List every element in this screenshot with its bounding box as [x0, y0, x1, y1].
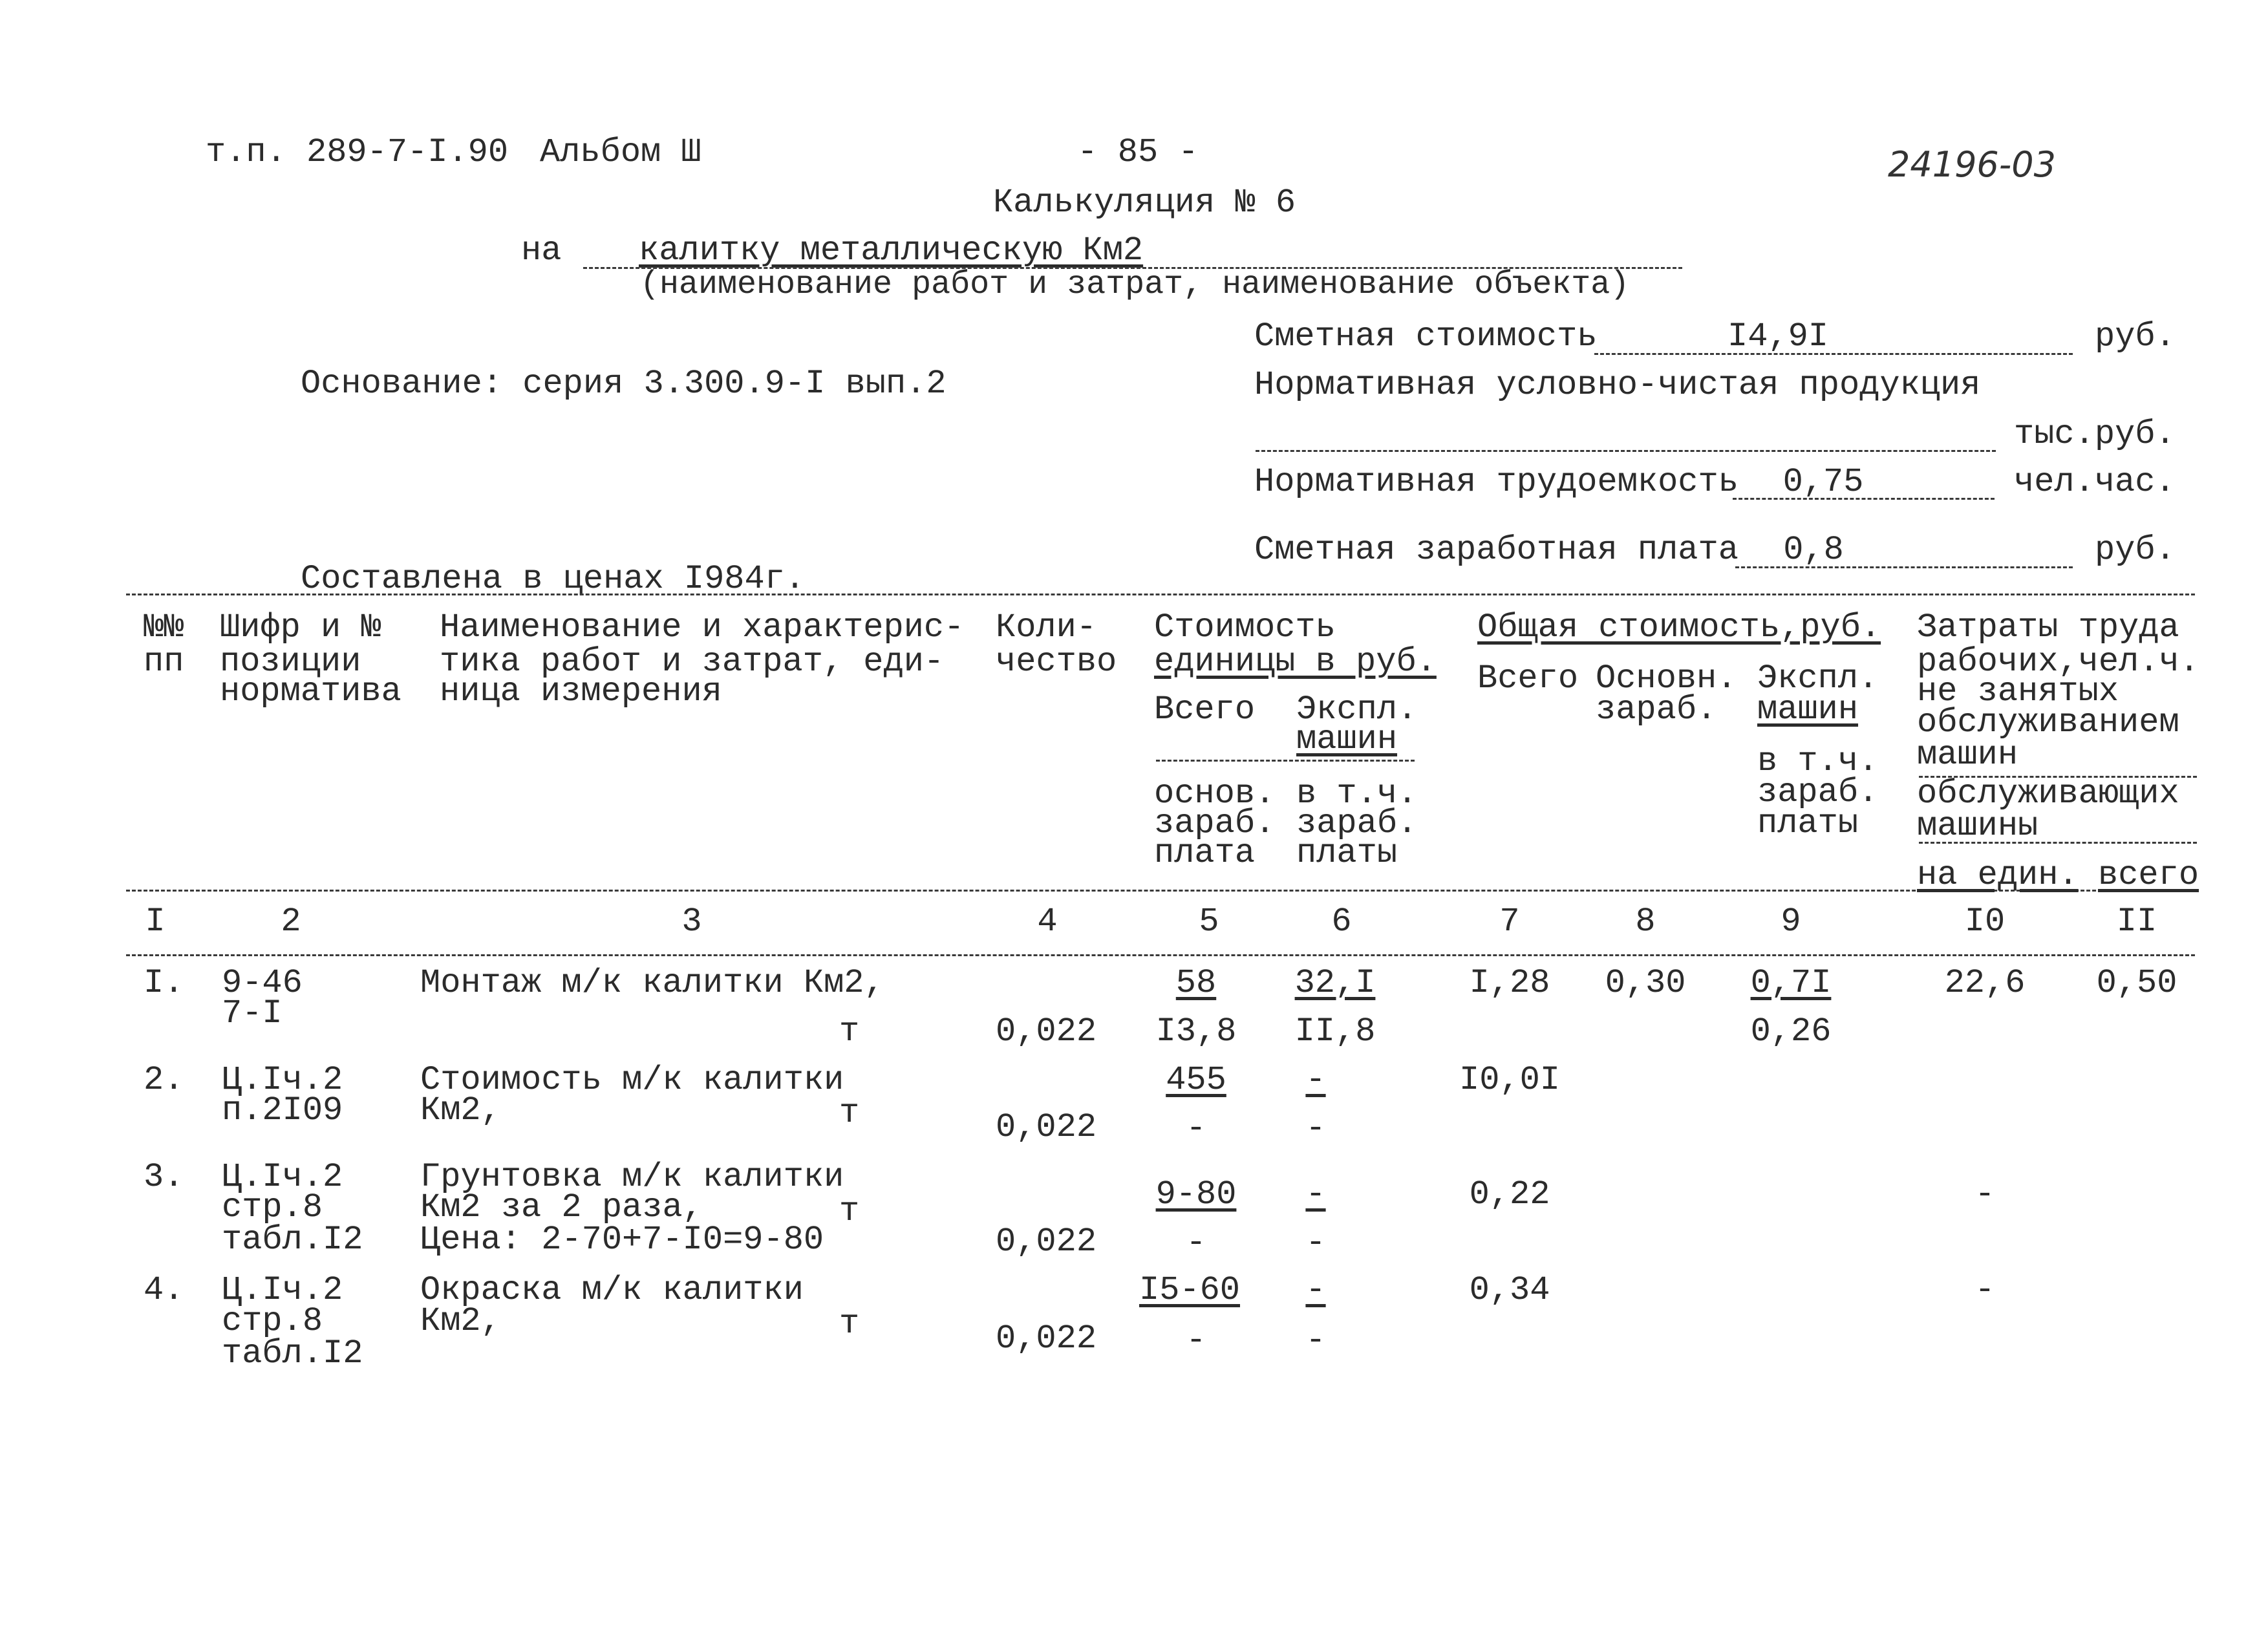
document-title: Калькуляция № 6 [992, 184, 1296, 222]
col-number-3: 3 [681, 903, 702, 941]
header-c6-top-line2: машин [1296, 720, 1398, 758]
header-c2-line3: норматива [220, 672, 401, 711]
header-labor-divider-2 [1919, 842, 2197, 844]
header-c5-top: Всего [1154, 690, 1256, 729]
row-1-total-machines-wage: 0,26 [1750, 1012, 1832, 1051]
header-labor-line4: обслуживанием [1917, 703, 2179, 742]
header-total-cost: Общая стоимость,руб. [1477, 608, 1881, 647]
row-1-labor-per-unit: 22,6 [1944, 964, 2026, 1002]
estimated-cost-unit: руб. [2095, 317, 2176, 356]
row-3-unit-machines-wage: - [1305, 1224, 1326, 1262]
header-c5-bottom-line2: зараб. [1154, 804, 1276, 842]
header-labor-sub-line2: машины [1917, 807, 2038, 845]
table-header-rule [126, 890, 2195, 892]
row-2-number: 2. [144, 1061, 184, 1099]
on-label: на [521, 231, 562, 270]
header-c1-line2: пп [144, 643, 184, 681]
header-c9-top-line1: Экспл. [1757, 659, 1879, 698]
normative-labor-unit: чел.час. [2014, 463, 2176, 501]
row-1-total-machines: 0,7I [1750, 964, 1832, 1002]
prices-basis-text: Составлена в ценах I984г. [301, 560, 806, 598]
header-c7: Всего [1477, 659, 1579, 698]
header-c5-c6-divider [1156, 760, 1415, 762]
row-3-code-line2: стр.8 [222, 1188, 323, 1226]
header-c10: на един. [1917, 856, 2079, 894]
header-unit-cost-sub: единицы в руб. [1154, 643, 1437, 681]
row-2-unit-total: 455 [1166, 1061, 1226, 1099]
row-4-name-line2: Км2, [420, 1302, 501, 1340]
header-c6-bottom-line2: зараб. [1296, 804, 1418, 842]
col-number-11: II [2116, 903, 2157, 941]
document-reference: т.п. 289-7-I.90 [206, 133, 509, 171]
header-c6-bottom-line1: в т.ч. [1296, 775, 1418, 813]
row-1-code-line2: 7-I [222, 994, 283, 1032]
header-c4-line2: чество [996, 643, 1117, 681]
row-1-quantity: 0,022 [996, 1012, 1097, 1051]
row-2-quantity: 0,022 [996, 1108, 1097, 1146]
header-c9-bottom-line2: зараб. [1757, 773, 1879, 811]
row-3-number: 3. [144, 1158, 184, 1196]
row-1-total-wage: 0,30 [1605, 964, 1686, 1002]
normative-product-label: Нормативная условно-чистая продукция [1254, 366, 1981, 404]
header-c3-line2: тика работ и затрат, еди- [440, 643, 945, 681]
header-c6-top-line1: Экспл. [1296, 690, 1418, 729]
header-c3-line3: ница измерения [440, 672, 722, 711]
col-number-10: I0 [1964, 903, 2006, 941]
row-1-unit-machines: 32,I [1294, 964, 1376, 1002]
row-2-unit-wage: - [1186, 1109, 1206, 1148]
col-number-1: I [145, 903, 166, 941]
row-4-unit-wage: - [1186, 1321, 1206, 1360]
row-3-name-line2: Км2 за 2 раза, [420, 1188, 703, 1226]
header-c3-line1: Наименование и характерис- [440, 608, 965, 647]
row-3-code-line1: Ц.Iч.2 [222, 1158, 343, 1196]
header-c6-bottom-line3: платы [1296, 834, 1398, 872]
estimated-wage-label: Сметная заработная плата [1254, 531, 1738, 569]
row-1-code-line1: 9-46 [222, 964, 303, 1002]
header-c9-bottom-line1: в т.ч. [1757, 742, 1879, 780]
col-number-9: 9 [1781, 903, 1801, 941]
col-number-5: 5 [1199, 903, 1219, 941]
row-4-code-line2: стр.8 [222, 1302, 323, 1340]
estimated-cost-label: Сметная стоимость [1254, 317, 1598, 356]
row-4-unit: т [839, 1305, 860, 1343]
header-c5-bottom-line3: плата [1154, 834, 1256, 872]
row-2-unit: т [839, 1094, 860, 1132]
table-column-number-rule [126, 954, 2195, 956]
row-4-total: 0,34 [1469, 1271, 1550, 1309]
col-number-4: 4 [1037, 903, 1058, 941]
estimated-wage-unit: руб. [2095, 531, 2176, 569]
row-3-quantity: 0,022 [996, 1223, 1097, 1261]
row-1-total: I,28 [1469, 964, 1550, 1002]
row-4-unit-machines-wage: - [1305, 1321, 1326, 1360]
page-number: - 85 - [1077, 133, 1199, 171]
header-labor-line3: не занятых [1917, 672, 2119, 711]
row-3-unit-machines: - [1305, 1175, 1326, 1214]
header-c11: всего [2098, 856, 2199, 894]
header-c4-line1: Коли- [996, 608, 1097, 647]
row-4-unit-machines: - [1305, 1271, 1326, 1309]
row-3-unit: т [839, 1192, 860, 1230]
row-3-labor-per-unit: - [1974, 1175, 1995, 1214]
object-caption: (наименование работ и затрат, наименование объекта) [640, 266, 1630, 303]
row-2-name-line2: Км2, [420, 1091, 501, 1129]
col-number-7: 7 [1499, 903, 1520, 941]
album-label: Альбом Ш [540, 133, 701, 171]
row-3-total: 0,22 [1469, 1175, 1550, 1214]
row-4-name-line1: Окраска м/к калитки [420, 1271, 804, 1309]
normative-labor-label: Нормативная трудоемкость [1254, 463, 1738, 501]
row-2-unit-machines: - [1305, 1061, 1326, 1099]
header-unit-cost: Стоимость [1154, 608, 1336, 647]
estimated-wage-value: 0,8 [1783, 531, 1844, 569]
row-2-code-line1: Ц.Iч.2 [222, 1061, 343, 1099]
row-2-total: I0,0I [1459, 1061, 1561, 1099]
col-number-8: 8 [1635, 903, 1656, 941]
row-1-unit: т [839, 1012, 860, 1051]
row-1-unit-machines-wage: II,8 [1294, 1012, 1376, 1051]
row-4-code-line3: табл.I2 [222, 1334, 363, 1373]
row-3-unit-wage: - [1186, 1224, 1206, 1262]
header-c5-bottom-line1: основ. [1154, 775, 1276, 813]
row-3-name-line3: Цена: 2-70+7-I0=9-80 [420, 1221, 824, 1259]
header-labor-line2: рабочих,чел.ч. [1917, 643, 2199, 681]
row-3-name-line1: Грунтовка м/к калитки [420, 1158, 844, 1196]
estimated-cost-value: I4,9I [1727, 317, 1829, 356]
header-c2-line2: позиции [220, 643, 361, 681]
row-4-code-line1: Ц.Iч.2 [222, 1271, 343, 1309]
row-2-code-line2: п.2I09 [222, 1091, 343, 1129]
col-number-2: 2 [281, 903, 301, 941]
normative-labor-value: 0,75 [1782, 463, 1864, 501]
handwritten-code: 24196-03 [1888, 144, 2056, 185]
normative-product-line [1256, 450, 1996, 452]
row-1-number: I. [144, 964, 184, 1002]
basis-text: Основание: серия 3.300.9-I вып.2 [301, 365, 947, 403]
header-c2-line1: Шифр и № [220, 608, 381, 647]
row-4-number: 4. [144, 1271, 184, 1309]
header-labor-sub-line1: обслуживающих [1917, 775, 2179, 813]
header-c8-line1: Основн. [1596, 659, 1737, 698]
table-top-rule [126, 594, 2195, 595]
header-c1-line1: №№ [144, 608, 184, 647]
header-labor-line5: машин [1917, 736, 2018, 774]
row-1-labor-total: 0,50 [2096, 964, 2177, 1002]
object-name: калитку металлическую Км2 [639, 231, 1144, 270]
row-1-unit-total: 58 [1175, 964, 1217, 1002]
row-4-quantity: 0,022 [996, 1320, 1097, 1358]
row-4-unit-total: I5-60 [1139, 1271, 1241, 1309]
header-c9-top-line2: машин [1757, 690, 1859, 729]
row-1-name-line1: Монтаж м/к калитки Км2, [420, 964, 884, 1002]
col-number-6: 6 [1331, 903, 1352, 941]
row-1-unit-wage: I3,8 [1155, 1012, 1237, 1051]
row-2-unit-machines-wage: - [1305, 1109, 1326, 1148]
row-3-code-line3: табл.I2 [222, 1221, 363, 1259]
row-4-labor-per-unit: - [1974, 1271, 1995, 1309]
header-labor-line1: Затраты труда [1917, 608, 2179, 647]
normative-product-unit: тыс.руб. [2014, 415, 2176, 453]
row-2-name-line1: Стоимость м/к калитки [420, 1061, 844, 1099]
header-c8-line2: зараб. [1596, 690, 1717, 729]
row-3-unit-total: 9-80 [1155, 1175, 1237, 1214]
header-c9-bottom-line3: платы [1757, 804, 1859, 842]
